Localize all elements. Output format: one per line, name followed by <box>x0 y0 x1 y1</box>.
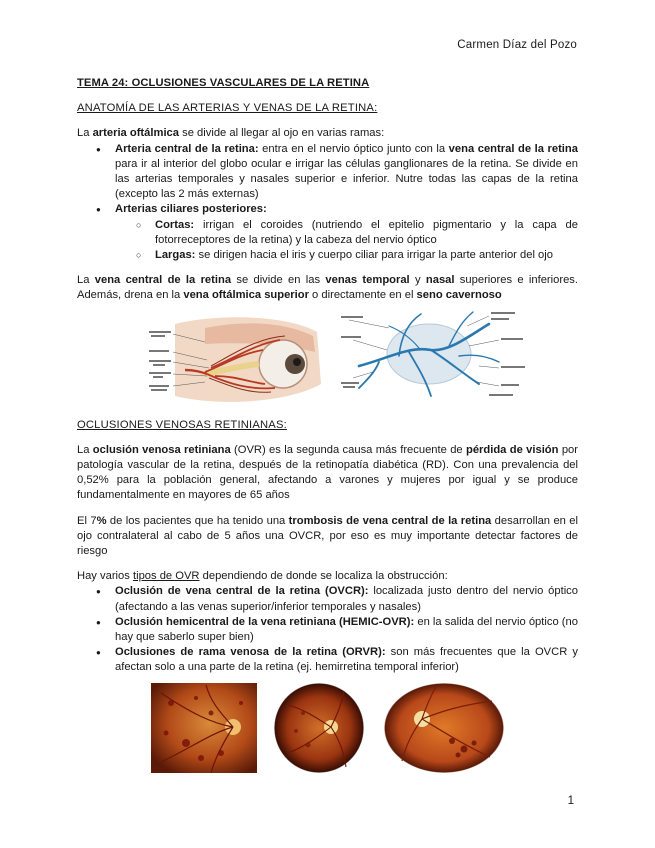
vein-paragraph: La vena central de la retina se divide en las venas temporal y nasal superiores e inferiores. Además, drena en la vena oftálmica superior o directamente en el seno cavernoso <box>77 274 579 302</box>
fundus-image-orvr <box>382 683 507 773</box>
section-heading-anatomy: ANATOMÍA DE LAS ARTERIAS Y VENAS DE LA RETINA: <box>77 102 378 115</box>
list-item-short-ciliary: ○ Cortas: irrigan el coroides (nutriendo el epitelio pigmentario y la capa de fotorreceptores de la retina) y la cabeza del nervio óptico <box>155 218 578 248</box>
anatomy-figures <box>77 314 578 406</box>
anatomy-intro: La arteria oftálmica se divide al llegar al ojo en varias ramas: <box>77 127 385 140</box>
list-item-ciliary-arteries: ● Arterias ciliares posteriores: ○ Cortas: irrigan el coroides (nutriendo el epitelio pigmentario y la capa de fotorreceptores de la retina) y la cabeza del nervio óptico ○ Largas: se dirigen hacia el iris y cuerpo ciliar para irrigar la parte anterior del ojo <box>115 202 578 263</box>
list-item-ovcr: ● Oclusión de vena central de la retina (OVCR): localizada justo dentro del nervio óptico (afectando a las venas superior/inferior temporales y nasales) <box>115 584 578 614</box>
page-header-author: Carmen Díaz del Pozo <box>457 39 577 51</box>
artery-list <box>77 142 578 264</box>
eye-artery-illustration <box>145 314 325 406</box>
fundus-image-hemic-ovr <box>268 683 370 773</box>
list-item-hemic-ovr: ● Oclusión hemicentral de la vena retiniana (HEMIC-OVR): en la salida del nervio óptico (no hay que saberlo super bien) <box>115 615 578 645</box>
ciliary-sublist <box>115 218 578 264</box>
fundus-photographs <box>151 683 507 773</box>
list-item-orvr: ● Oclusiones de rama venosa de la retina (ORVR): son más frecuentes que la OVCR y afectan solo a una parte de la retina (ej. hemirretina temporal inferior) <box>115 645 578 675</box>
occlusion-paragraph-1: La oclusión venosa retiniana (OVR) es la segunda causa más frecuente de pérdida de visión por patología vascular de la retina, después de la retinopatía diabética (RD). Con una prevalencia del 0,52% para la población general, afectando a varones y mujeres por igual y se produce fundamentalmente en mayores de 65 años <box>77 443 578 502</box>
fundus-image-ovcr <box>151 683 257 773</box>
occlusion-types-intro: Hay varios tipos de OVR dependiendo de donde se localiza la obstrucción: <box>77 570 448 583</box>
page-number: 1 <box>567 795 574 807</box>
list-item-central-artery: ● Arteria central de la retina: entra en el nervio óptico junto con la vena central de la retina para ir al interior del globo ocular e irrigar las células ganglionares de la retina. Se divide en las arterias temporales y nasales superior e inferior. Nutre todas las capas de la retina (excepto las 2 más externas) <box>115 142 578 203</box>
occlusion-types-list <box>77 584 578 675</box>
eye-vein-illustration <box>339 306 529 406</box>
section-heading-occlusions: OCLUSIONES VENOSAS RETINIANAS: <box>77 418 287 431</box>
document-body <box>77 76 578 676</box>
document-title: TEMA 24: OCLUSIONES VASCULARES DE LA RETINA <box>77 77 370 89</box>
occlusion-paragraph-2: El 7% de los pacientes que ha tenido una trombosis de vena central de la retina desarrollan en el ojo contralateral al cabo de 5 años una OVCR, por eso es muy importante detectar factores de riesgo <box>77 514 578 558</box>
list-item-long-ciliary: ○ Largas: se dirigen hacia el iris y cuerpo ciliar para irrigar la parte anterior del ojo <box>155 248 578 263</box>
